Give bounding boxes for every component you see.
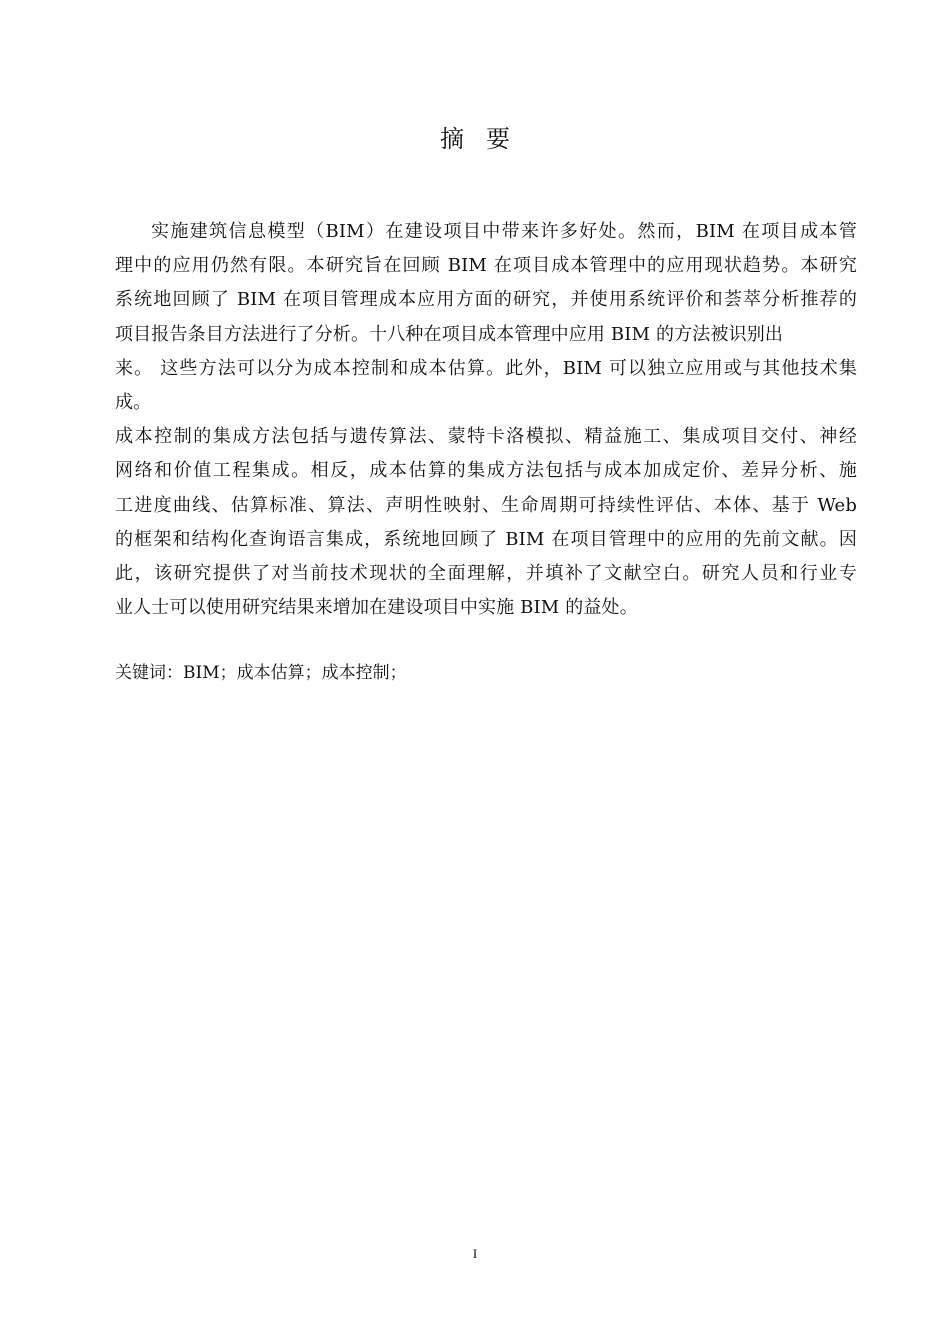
abstract-line: 项目报告条目方法进行了分析。十八种在项目成本管理中应用 BIM 的方法被识别出: [115, 323, 784, 345]
keywords: [115, 658, 407, 688]
abstract-line: 来。 这些方法可以分为成本控制和成本估算。此外，BIM 可以独立应用或与其他技术集: [115, 357, 857, 379]
keywords-label: 关键词：: [115, 663, 183, 683]
abstract-line: 实施建筑信息模型（BIM）在建设项目中带来许多好处。然而，BIM 在项目成本管: [151, 221, 857, 242]
keywords-value: BIM；成本估算；成本控制；: [183, 663, 407, 683]
abstract-line: 业人士可以使用研究结果来增加在建设项目中实施 BIM 的益处。: [115, 597, 638, 619]
abstract-line: 此，该研究提供了对当前技术现状的全面理解，并填补了文献空白。研究人员和行业专: [115, 562, 857, 584]
abstract-line: 成本控制的集成方法包括与遗传算法、蒙特卡洛模拟、精益施工、集成项目交付、神经: [115, 426, 857, 448]
abstract-body: [115, 215, 857, 625]
abstract-line: 理中的应用仍然有限。本研究旨在回顾 BIM 在项目成本管理中的应用现状趋势。本研究: [115, 255, 857, 277]
abstract-line: 网络和价值工程集成。相反，成本估算的集成方法包括与成本加成定价、差异分析、施: [115, 460, 857, 482]
abstract-title: 摘要: [440, 125, 532, 153]
abstract-line: 的框架和结构化查询语言集成，系统地回顾了 BIM 在项目管理中的应用的先前文献。因: [115, 528, 857, 550]
page-number: I: [472, 1246, 478, 1261]
abstract-line: 工进度曲线、估算标准、算法、声明性映射、生命周期可持续性评估、本体、基于 Web: [115, 494, 857, 516]
abstract-line: 成。: [115, 391, 152, 413]
abstract-line: 系统地回顾了 BIM 在项目管理成本应用方面的研究，并使用系统评价和荟萃分析推荐的: [115, 289, 857, 311]
